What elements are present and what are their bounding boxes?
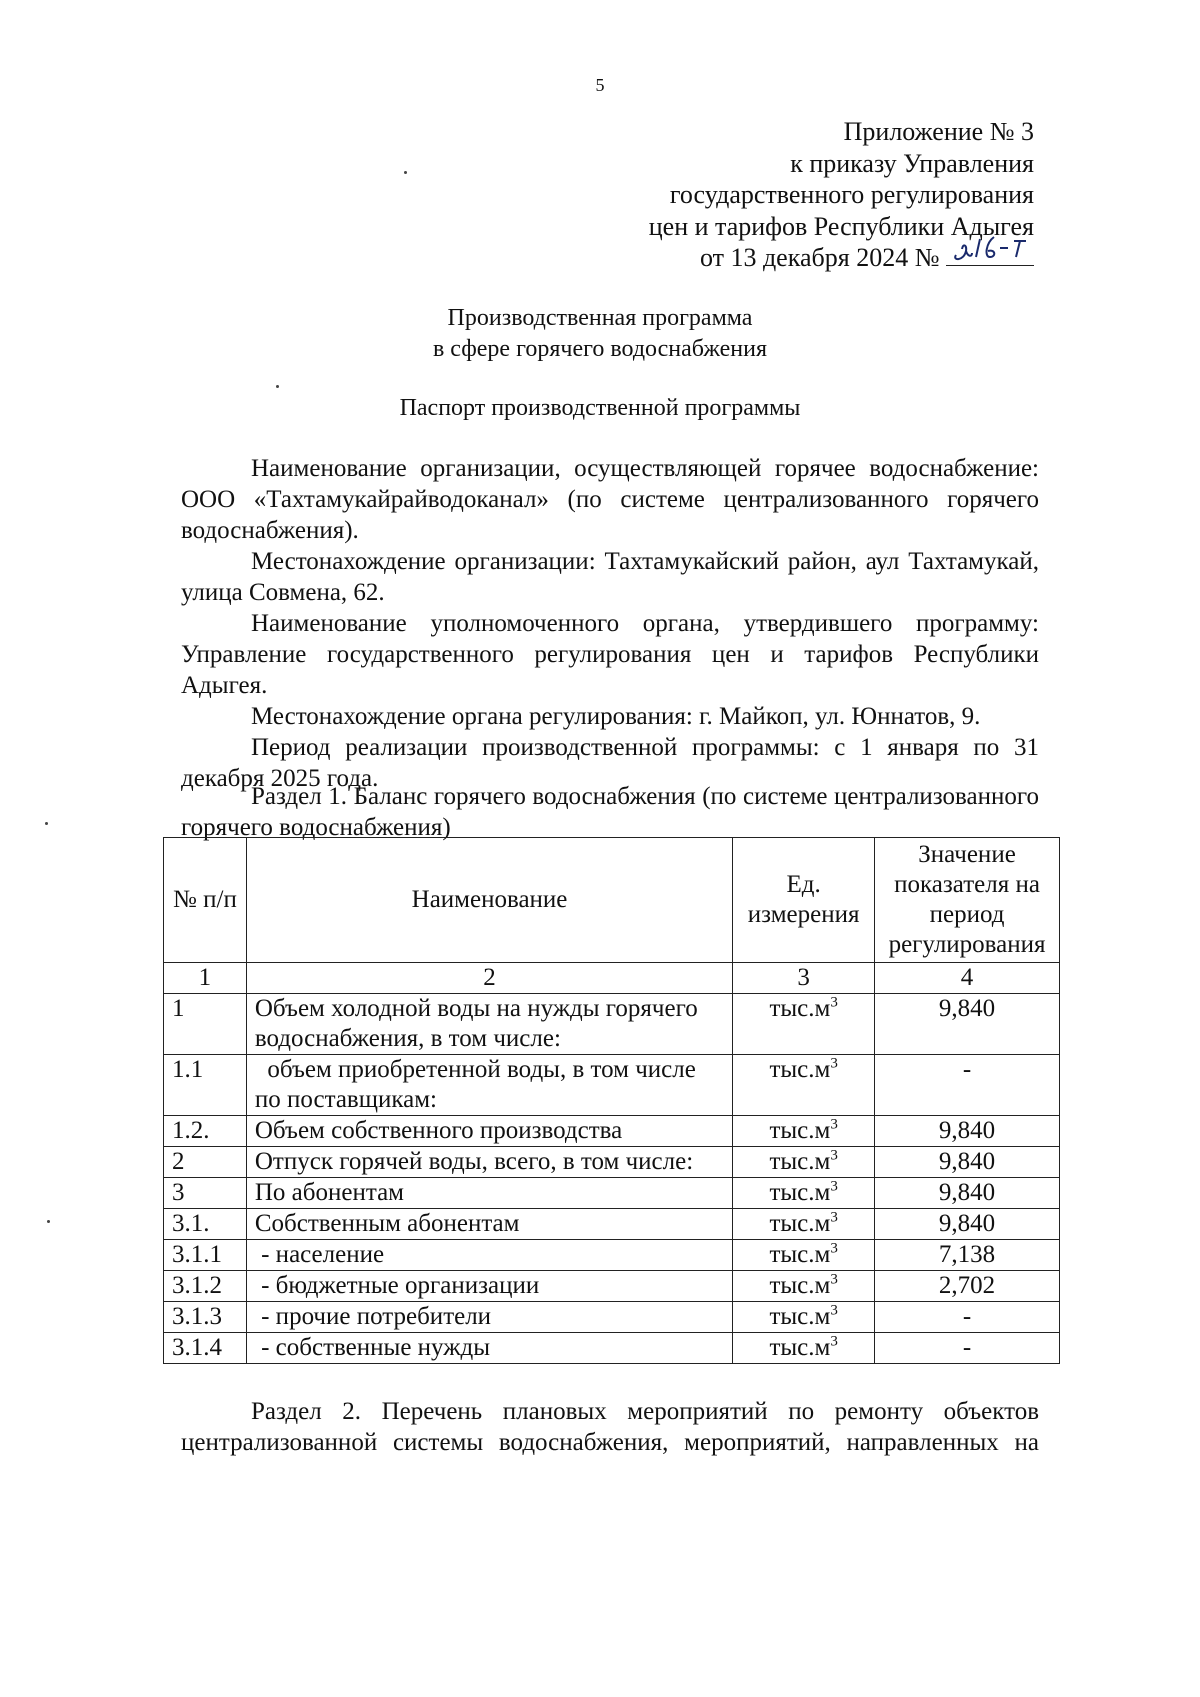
row-value: 9,840 [875,1178,1060,1209]
row-unit [733,1178,875,1209]
table-row [164,1240,1060,1271]
unit-power: 3 [830,994,838,1011]
header-name: Наименование [246,838,732,963]
unit-base: тыс.м [769,995,831,1022]
row-name: Собственным абонентам [246,1209,732,1240]
paragraph-organization: Наименование организации, осуществляющей горячее водоснабжение: ООО «Тахтамукайрайводоканал» (по системе централизованного горячего водоснабжения). [181,455,1039,544]
paragraph-authority: Наименование уполномоченного органа, утвердившего программу: Управление государственного регулирования цен и тарифов Республики Адыгея. [181,610,1039,699]
appendix-line-4: цен и тарифов Республики Адыгея [648,211,1034,241]
appendix-line-5 [649,242,1034,274]
row-value: - [875,1055,1060,1116]
row-unit [733,1240,875,1271]
row-value: 9,840 [875,994,1060,1055]
row-unit [733,1055,875,1116]
appendix-line-3: государственного регулирования [669,180,1034,209]
unit-power: 3 [830,1240,838,1257]
unit-base: тыс.м [769,1241,831,1268]
unit-base: тыс.м [769,1117,831,1144]
unit-base: тыс.м [769,1210,831,1237]
section-2-title [181,1396,1039,1458]
scan-speck [276,385,279,388]
row-name: - собственные нужды [246,1333,732,1364]
unit-power: 3 [830,1147,838,1164]
section-1-title-text: Раздел 1. Баланс горячего водоснабжения (по системе централизованного горячего водоснабжения) [181,783,1039,841]
table-header-row [164,838,1060,963]
row-name: Объем собственного производства [246,1116,732,1147]
row-name: - население [246,1240,732,1271]
row-unit [733,1333,875,1364]
unit-power: 3 [830,1271,838,1288]
paragraph-location: Местонахождение организации: Тахтамукайский район, аул Тахтамукай, улица Совмена, 62. [181,548,1039,606]
row-name: Отпуск горячей воды, всего, в том числе: [246,1147,732,1178]
row-number: 2 [164,1147,247,1178]
scan-speck [47,1220,50,1223]
table-row [164,1178,1060,1209]
row-number: 3 [164,1178,247,1209]
scan-speck [45,822,48,825]
row-value: 9,840 [875,1209,1060,1240]
appendix-line-2: к приказу Управления [790,148,1034,178]
program-title-line-1: Производственная программа [447,305,753,331]
row-number: 1.1 [164,1055,247,1116]
table-row [164,1333,1060,1364]
program-title [0,303,1200,365]
section-2-text: Раздел 2. Перечень плановых мероприятий по ремонту объектов централизованной системы водоснабжения, мероприятий, направленных на [181,1398,1039,1456]
row-name: - бюджетные организации [246,1271,732,1302]
unit-power: 3 [830,1209,838,1226]
unit-base: тыс.м [769,1334,831,1361]
scan-speck [404,171,407,174]
table-body [164,994,1060,1364]
row-value: - [875,1333,1060,1364]
table-row [164,994,1060,1055]
table-row [164,1302,1060,1333]
row-name: По абонентам [246,1178,732,1209]
header-value: Значение показателя на период регулирования [875,838,1060,963]
row-unit [733,994,875,1055]
row-number: 1 [164,994,247,1055]
passport-title: Паспорт производственной программы [399,395,801,421]
unit-power: 3 [830,1055,838,1072]
unit-power: 3 [830,1116,838,1133]
paragraph-period: Период реализации производственной программы: с 1 января по 31 декабря 2025 года. [181,734,1039,792]
page-number: 5 [595,75,605,95]
row-value: 7,138 [875,1240,1060,1271]
table-row [164,1055,1060,1116]
column-number-row [164,963,1060,994]
row-name: объем приобретенной воды, в том числе по поставщикам: [246,1055,732,1116]
passport-body [181,453,1039,794]
row-number: 3.1.4 [164,1333,247,1364]
row-value: 2,702 [875,1271,1060,1302]
row-value: 9,840 [875,1116,1060,1147]
unit-base: тыс.м [769,1056,831,1083]
header-unit: Ед. измерения [733,838,875,963]
row-number: 3.1.1 [164,1240,247,1271]
unit-power: 3 [830,1333,838,1350]
unit-base: тыс.м [769,1272,831,1299]
row-value: - [875,1302,1060,1333]
program-title-line-2: в сфере горячего водоснабжения [432,336,768,362]
section-1-title [181,781,1039,843]
row-unit [733,1209,875,1240]
row-number: 3.1.2 [164,1271,247,1302]
balance-table [163,837,1060,1364]
row-name: - прочие потребители [246,1302,732,1333]
unit-power: 3 [830,1178,838,1195]
unit-power: 3 [830,1302,838,1319]
row-number: 3.1.3 [164,1302,247,1333]
row-value: 9,840 [875,1147,1060,1178]
unit-base: тыс.м [769,1303,831,1330]
column-number: 4 [875,963,1060,994]
table-row [164,1116,1060,1147]
header-num: № п/п [164,838,247,963]
column-number: 1 [164,963,247,994]
unit-base: тыс.м [769,1179,831,1206]
row-number: 1.2. [164,1116,247,1147]
row-unit [733,1147,875,1178]
column-number: 3 [733,963,875,994]
row-unit [733,1271,875,1302]
row-name: Объем холодной воды на нужды горячего водоснабжения, в том числе: [246,994,732,1055]
table-row [164,1271,1060,1302]
handwritten-order-number [946,243,1034,266]
column-number: 2 [246,963,732,994]
row-unit [733,1302,875,1333]
appendix-line-1: Приложение № 3 [843,117,1034,146]
order-date-text: от 13 декабря 2024 № [699,243,940,272]
table-row [164,1209,1060,1240]
table-row [164,1147,1060,1178]
row-number: 3.1. [164,1209,247,1240]
appendix-header [649,116,1034,274]
paragraph-authority-location: Местонахождение органа регулирования: г. Майкоп, ул. Юннатов, 9. [251,703,981,730]
unit-base: тыс.м [769,1148,831,1175]
handwritten-number-icon [950,231,1034,265]
row-unit [733,1116,875,1147]
